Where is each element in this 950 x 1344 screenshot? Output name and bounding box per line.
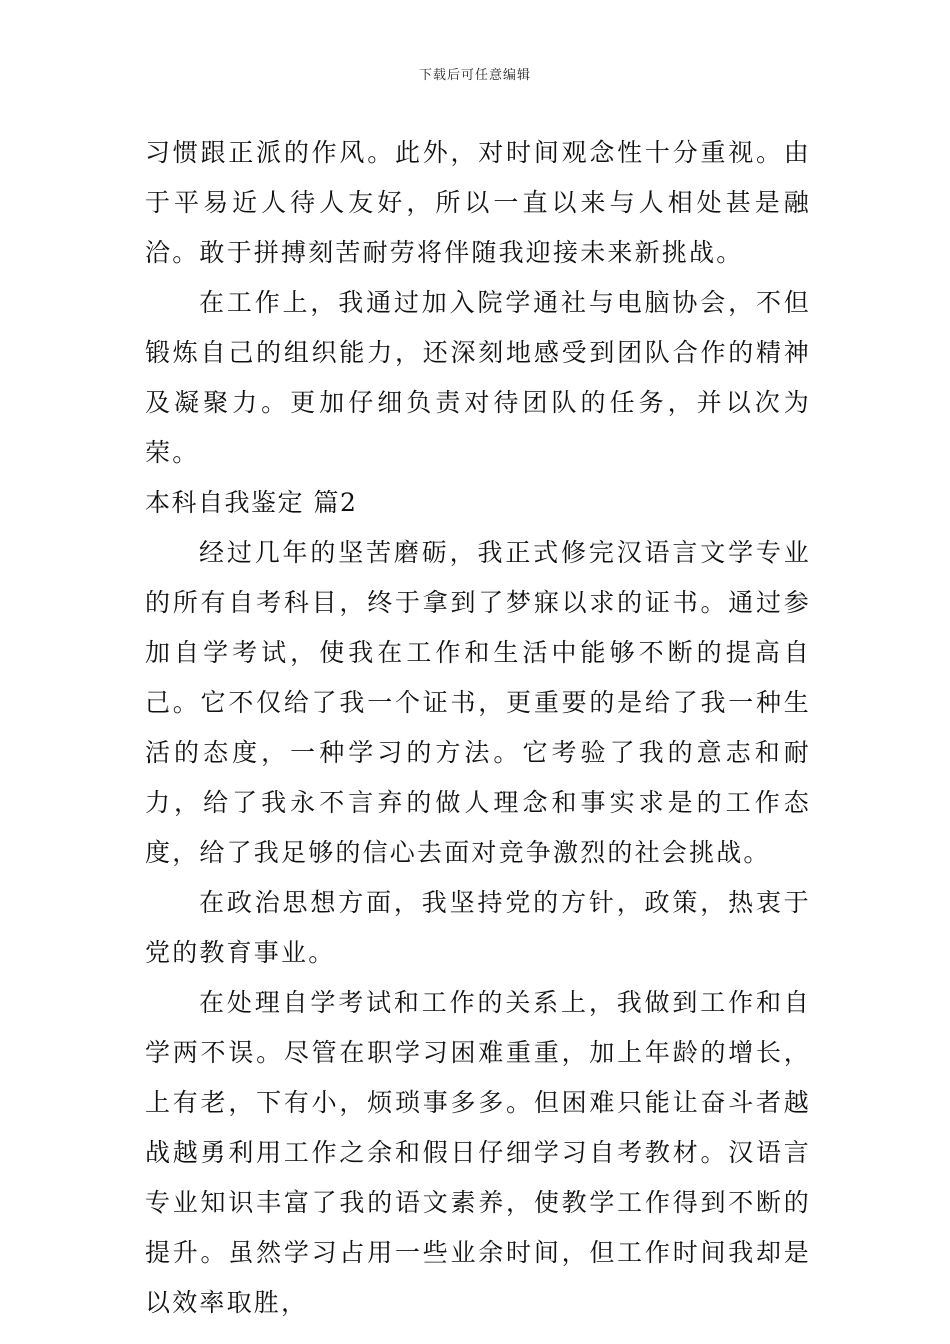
- paragraph-5: 在处理自学考试和工作的关系上，我做到工作和自学两不误。尽管在职学习困难重重，加上年龄的增长，上有老，下有小，烦琐事多多。但困难只能让奋斗者越战越勇利用工作之余和假日仔细学习自考教材。汉语言专业知识丰富了我的语文素养，使教学工作得到不断的提升。虽然学习占用一些业余时间，但工作时间我却是以效率取胜，: [145, 988, 811, 1317]
- paragraph-4: 在政治思想方面，我坚持党的方针，政策，热衷于党的教育事业。: [145, 888, 811, 967]
- header-note: 下载后可任意编辑: [418, 68, 531, 83]
- paragraph-1: 习惯跟正派的作风。此外，对时间观念性十分重视。由于平易近人待人友好，所以一直以来与人相处甚是融洽。敢于拼搏刻苦耐劳将伴随我迎接未来新挑战。: [145, 138, 811, 267]
- section-heading: 本科自我鉴定 篇2: [145, 488, 358, 517]
- paragraph-3: 经过几年的坚苦磨砺，我正式修完汉语言文学专业的所有自考科目，终于拿到了梦寐以求的证书。通过参加自学考试，使我在工作和生活中能够不断的提高自己。它不仅给了我一个证书，更重要的是给了我一种生活的态度，一种学习的方法。它考验了我的意志和耐力，给了我永不言弃的做人理念和事实求是的工作态度，给了我足够的信心去面对竞争激烈的社会挑战。: [145, 538, 811, 867]
- paragraph-2: 在工作上，我通过加入院学通社与电脑协会，不但锻炼自己的组织能力，还深刻地感受到团队合作的精神及凝聚力。更加仔细负责对待团队的任务，并以次为荣。: [145, 288, 811, 467]
- document-body: [145, 128, 811, 1328]
